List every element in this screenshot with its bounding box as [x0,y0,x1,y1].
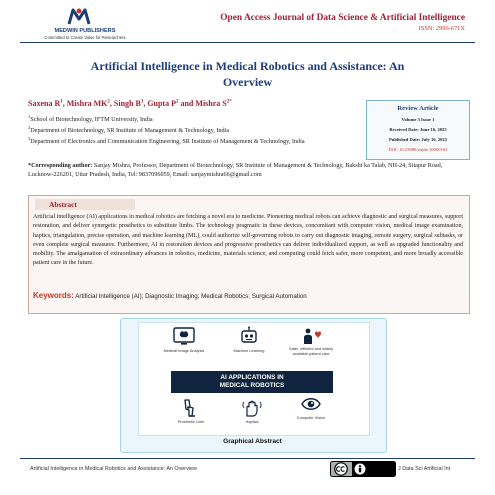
affiliation-mark: 3 [28,136,31,141]
author-name: Singh B [113,99,141,108]
corresponding-author [28,162,468,179]
author-name: Mishra MK [66,99,108,108]
header-divider [20,42,475,43]
ga-banner-line-2: MEDICAL ROBOTICS [219,382,285,389]
haptics-hand-icon [241,398,263,418]
affiliation-mark: 1 [28,114,31,119]
keywords-line [33,291,463,300]
author-name: Saxena R [28,99,61,108]
computer-vision-eye-icon [300,394,322,414]
author-list [28,99,232,108]
ga-label-haptics: Haptics [245,419,259,424]
ga-label-prosthetic-limb: Prosthetic Limb [177,419,205,424]
brain-scan-icon [173,326,195,346]
affiliation-1 [28,113,363,124]
volume-issue: Volume 3 Issue 1 [401,117,435,122]
abstract-body: Artificial intelligence (AI) applications in medical robotics are fetching a novel era to medicine. Pioneering medical robots can achieve diagnostic and surgical measures, support restoration, and deliver synergetic prosthetics to substitute limbs. The technology pragmatic in these devices, concomitant with computer vision, medical image examination, haptics, triangulation, precise operation, and machine learning (ML), could authorize self-governing robots to carry out diagnostic imaging, remote surgery, surgical subtasks, or even complete surgical measures. Furthermore, AI in restoration devices and progressive prosthetics can deliver individualized support, as well as upgraded functionality and mobility. The amalgamation of extraordinary advances in robotics, medicine, materials science, and computing could fetch safer, more competent, and more broadly accessible patient care in the future. [33,214,463,267]
ga-label-patient-care: Safer, efficient and widely available patient care [288,346,334,356]
keywords-label: Keywords: [33,291,74,300]
prosthetic-limb-icon [180,398,202,418]
author-name: Mishra S [195,99,227,108]
footer-running-title: Artificial Intelligence in Medical Robotics and Assistance: An Overview [30,466,197,472]
article-title-line-1: Artificial Intelligence in Medical Robotics and Assistance: An [90,59,405,73]
publisher-tagline: Committed to Create Value for Researchers [44,35,126,40]
author-affiliation-mark: 2 [175,99,179,105]
journal-title: Open Access Journal of Data Science & Artificial Intelligence [220,13,465,23]
ga-label-medical-image-analysis: Medical Image Analysis [163,348,205,353]
ga-banner-line-1: AI APPLICATIONS IN [220,374,284,381]
author-affiliation-mark: 3 [140,99,144,105]
ai-robot-icon [238,326,260,346]
author-separator: , [143,99,148,108]
keywords-list: Artificial Intelligence (AI); Diagnostic Imaging; Medical Robotics; Surgical Automation [73,293,307,300]
affiliation-2 [28,124,363,135]
article-info-box [366,100,470,160]
ga-banner [171,371,333,393]
author-affiliation-mark: 2* [226,99,232,105]
ga-label-machine-learning: Machine Learning [233,348,265,353]
patient-care-icon [300,326,322,346]
doi-link[interactable]: DOI: 10.23880/oajda-16000162 [388,147,448,152]
affiliation-mark: 2 [28,125,31,130]
journal-issn: ISSN: 2996-671X [418,25,465,32]
received-date: Received Date: June 16, 2025 [389,127,447,132]
footer-journal-abbrev: J Data Sci Artificial Int [398,466,451,472]
author-separator: , [109,99,114,108]
author-affiliation-mark: 2 [107,99,110,105]
author-affiliation-mark: 1 [60,99,63,105]
article-type: Review Article [397,105,439,112]
author-separator: , [62,99,67,108]
ga-label-computer-vision: Computer Vision [296,415,326,420]
abstract-heading-tab [35,199,135,210]
footer-divider [20,458,475,459]
abstract-heading: Abstract [49,200,77,209]
corresponding-label: *Corresponding author: [28,162,93,169]
article-title-line-2: Overview [222,75,273,89]
affiliation-3 [28,135,363,146]
affiliation-text: Department of Biotechnology, SR Institute of Management & Technology, India [30,127,230,135]
publisher-name: MEDWIN PUBLISHERS [54,28,116,34]
article-title [30,58,465,90]
corresponding-details: Sanjay Mishra, Professor, Department of Biotechnology, SR Institute of Management & Technology, Bakshi ka Talab, NH-24, Sitapur Road, Lucknow-226201, Uttar Pradesh, India, Tel: 9837096059, Email: sanjaymishra66@gmail.com [28,162,443,178]
published-date: Published Date: July 16, 2025 [388,137,448,142]
author-separator: and [178,99,196,108]
affiliation-text: Department of Electronics and Communication Engineering, SR Institute of Management & Technology, India [30,138,305,146]
affiliation-text: School of Biotechnology, IFTM University, India [30,116,153,124]
medwin-logo-icon [66,6,92,26]
author-name: Gupta P [147,99,176,108]
cc-by-icon[interactable] [330,461,396,477]
graphical-abstract-caption: Graphical Abstract [223,438,282,445]
